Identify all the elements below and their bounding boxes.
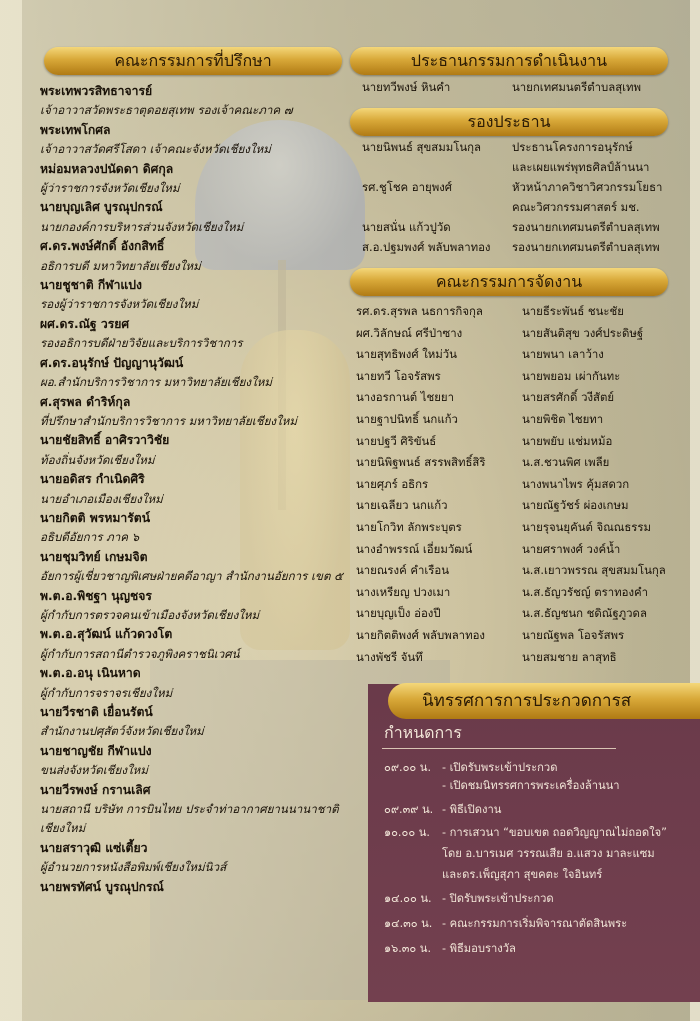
advisor-title: รองอธิการบดีฝ่ายวิจัยและบริการวิชาการ <box>40 336 243 351</box>
organizer-name: นางพนาไพร คุ้มสดวก <box>522 476 630 491</box>
advisor-title: เจ้าอาวาสวัดพระธาตุดอยสุเทพ รองเจ้าคณะภาค ๗ <box>40 103 293 118</box>
organizer-name: รศ.ดร.สุรพล นธการกิจกุล <box>356 304 483 318</box>
organizer-name: นายปฐวี ศิริขันธ์ <box>356 433 437 448</box>
organizer-name: นายสมชาย ลาสุทธิ <box>522 649 617 664</box>
organizer-name: นายทวี โอจรัสพร <box>356 368 441 383</box>
schedule-item <box>384 760 557 775</box>
advisor-name: ศ.ดร.พงษ์ศักดิ์ อังกสิทธิ์ <box>40 239 165 254</box>
organizer-name: นายเฉลียว นกแก้ว <box>356 498 448 513</box>
schedule-item <box>384 941 516 956</box>
schedule-time: ๐๙.๐๐ น. <box>384 761 431 774</box>
advisor-title: นายอำเภอเมืองเชียงใหม่ <box>40 491 163 506</box>
advisor-title: ท้องถิ่นจังหวัดเชียงใหม่ <box>40 452 155 467</box>
advisor-name: พ.ต.อ.พิชฐา นุญชจร <box>40 588 152 603</box>
vice-name: นายนิพนธ์ สุขสมมโนกุล <box>362 140 482 154</box>
advisor-name: นายพรทัศน์ บูรณุปกรณ์ <box>40 879 164 894</box>
advisor-title: นายกองค์การบริหารส่วนจังหวัดเชียงใหม่ <box>40 219 244 234</box>
advisor-title: เจ้าอาวาสวัดศรีโสดา เจ้าคณะจังหวัดเชียงใหม่ <box>40 142 271 157</box>
organizer-name: นายบุญเป็ง อ่องปี <box>356 606 441 621</box>
schedule-time: ๑๔.๓๐ น. <box>384 917 433 930</box>
advisor-name: พระเทพโกศล <box>40 122 111 137</box>
organizer-name: นายณัฐพล โอจรัสพร <box>522 627 625 642</box>
advisor-name: ผศ.ดร.ณัฐ วรยศ <box>40 316 130 331</box>
vice-role: รองนายกเทศมนตรีตำบลสุเทพ <box>512 220 660 234</box>
advisor-title: ผู้กำกับการสถานีตำรวจภูพิงคราชนิเวศน์ <box>40 646 240 661</box>
advisor-title: ขนส่งจังหวัดเชียงใหม่ <box>40 763 148 778</box>
organizer-name: นางเหรียญ ปวงเมา <box>356 584 451 599</box>
advisor-name: นายอดิสร กำเนิดศิริ <box>40 472 145 487</box>
advisor-title: ที่ปรึกษาสำนักบริการวิชาการ มหาวิทยาลัยเชียงใหม่ <box>40 413 297 428</box>
vice-role: คณะวิศวกรรมศาสตร์ มช. <box>512 200 640 214</box>
schedule-text: - พิธีมอบรางวัล <box>442 942 516 955</box>
advisor-title: ผู้กำกับการจราจรเชียงใหม่ <box>40 685 173 700</box>
schedule-text: และดร.เพ็ญสุภา สุขคตะ ใจอินทร์ <box>442 868 603 881</box>
organizer-name: นายศราพงศ์ วงค์น้ำ <box>522 541 621 556</box>
organizers-left-list <box>356 301 486 668</box>
advisor-title: อธิการบดี มหาวิทยาลัยเชียงใหม่ <box>40 258 201 273</box>
advisor-name: พ.ต.อ.สุวัฒน์ แก้วดวงโต <box>40 627 173 642</box>
vice-role: ประธานโครงการอนุรักษ์ <box>512 140 633 154</box>
advisors-list <box>40 82 360 897</box>
advisors-header: คณะกรรมการที่ปรึกษา <box>44 47 342 75</box>
vice-role: หัวหน้าภาควิชาวิศวกรรมโยธา <box>512 180 663 194</box>
organizer-name: นายณัฐวัชร์ ผ่องเกษม <box>522 498 629 513</box>
schedule-text: - เปิดชมนิทรรศการพระเครื่องล้านนา <box>442 779 620 792</box>
organizer-name: น.ส.ธัญชนก ชดิณัฐภูวดล <box>522 606 647 621</box>
schedule-text: - พิธีเปิดงาน <box>442 803 502 816</box>
advisor-name: ศ.ดร.อนุรักษ์ ปัญญานุวัฒน์ <box>40 355 184 370</box>
organizer-name: นายนิพิฐพนธ์ สรรพสิทธิ์สิริ <box>356 455 486 470</box>
schedule-time: ๑๖.๓๐ น. <box>384 942 431 955</box>
organizer-name: นายศุภร์ อธิกร <box>356 476 429 491</box>
schedule-item <box>384 825 667 840</box>
schedule-item <box>442 867 602 882</box>
organizer-name: นายณรงค์ คำเรือน <box>356 563 449 578</box>
organizer-name: นายสุทธิพงศ์ ใหม่วัน <box>356 347 457 362</box>
schedule-time: ๑๔.๐๐ น. <box>384 892 432 905</box>
organizer-name: ผศ.วิลักษณ์ ศรีป่าซาง <box>356 325 463 340</box>
schedule-text: - ปิดรับพระเข้าประกวด <box>442 892 554 905</box>
vice-role: รองนายกเทศมนตรีตำบลสุเทพ <box>512 240 660 254</box>
schedule-item <box>384 802 501 817</box>
organizer-name: นางพัชรี จันทึ <box>356 649 423 664</box>
organizer-name: นางอรกานต์ ไชยยา <box>356 390 455 405</box>
schedule-text: - คณะกรรมการเริ่มพิจารณาตัดสินพระ <box>442 917 628 930</box>
schedule-text: โดย อ.บารเมศ วรรณเสีย อ.แสวง มาละแซม <box>442 847 655 860</box>
schedule-text: - เปิดรับพระเข้าประกวด <box>442 761 558 774</box>
advisor-name: นายวีรพงษ์ กรานเลิศ <box>40 782 151 797</box>
schedule-time: ๐๙.๓๙ น. <box>384 803 434 816</box>
organizers-header: คณะกรรมการจัดงาน <box>350 268 668 296</box>
schedule-section <box>368 722 700 1002</box>
schedule-item <box>384 778 620 793</box>
vice-name: นายสนั่น แก้วปูวัด <box>362 220 451 234</box>
organizer-name: นางอำพรรณ์ เอี่ยมวัฒน์ <box>356 541 473 556</box>
schedule-text: - การเสวนา “ขอบเขต ถอดวิญญาณไม่ถอดใจ” <box>442 826 667 839</box>
advisor-name: นายชุมวิทย์ เกษมจิต <box>40 549 148 564</box>
advisor-name: ศ.สุรพล ดำริห์กุล <box>40 394 131 409</box>
advisor-title: เชียงใหม่ <box>40 821 86 836</box>
vice-role: และเผยแพร่พุทธศิลป์ล้านนา <box>512 160 650 174</box>
advisor-name: นายชัยสิทธิ์ อาศิรวาวิชัย <box>40 433 170 448</box>
organizer-name: นายรุจนยุคันต์ จิณณธรรม <box>522 519 652 534</box>
chair-role: นายกเทศมนตรีตำบลสุเทพ <box>512 80 642 94</box>
advisor-title: สำนักงานปศุสัตว์จังหวัดเชียงใหม่ <box>40 724 204 739</box>
advisor-name: พระเทพวรสิทธาจารย์ <box>40 84 153 98</box>
advisor-title: รองผู้ว่าราชการจังหวัดเชียงใหม่ <box>40 297 199 312</box>
advisor-title: นายสถานี บริษัท การบินไทย ประจำท่าอากาศยานนานาชาติ <box>40 802 339 817</box>
advisor-name: นายบุญเลิศ บูรณุปกรณ์ <box>40 200 163 215</box>
schedule-time: ๑๐.๐๐ น. <box>384 826 430 839</box>
schedule-item <box>384 891 554 906</box>
advisor-name: หม่อมหลวงปนัดดา ดิศกุล <box>40 161 174 176</box>
organizer-name: น.ส.ธัญวรัชญ์ ตราทองคำ <box>522 584 649 599</box>
exhibition-header: นิทรรศการการประกวดการส <box>388 683 700 719</box>
organizers-right-list <box>522 301 666 668</box>
organizer-name: น.ส.ชวนพิศ เพลีย <box>522 455 610 470</box>
schedule-item <box>384 916 627 931</box>
advisor-title: อัยการผู้เชี่ยวชาญพิเศษฝ่ายคดีอาญา สำนักงานอัยการ เขต ๕ <box>40 569 343 584</box>
schedule-divider <box>382 748 616 749</box>
advisor-name: นายกิตติ พรหมารัตน์ <box>40 510 151 525</box>
organizer-name: นายพิชิต ไชยทา <box>522 411 604 426</box>
chair-header: ประธานกรรมการดำเนินงาน <box>350 47 668 75</box>
organizer-name: นายสันติสุข วงศ์ประดิษฐ์ <box>522 325 644 340</box>
advisor-name: นายสราวุฒิ แซ่เตี้ยว <box>40 840 148 855</box>
chair-name: นายทวีพงษ์ หินคำ <box>362 80 451 94</box>
advisor-title: ผู้ว่าราชการจังหวัดเชียงใหม่ <box>40 181 180 196</box>
advisor-title: อธิบดีอัยการ ภาค ๖ <box>40 530 140 545</box>
organizer-name: นายสรศักดิ์ วงีสัตย์ <box>522 390 615 405</box>
advisor-name: พ.ต.อ.อนุ เนินหาด <box>40 666 141 681</box>
organizer-name: นายธีระพันธ์ ชนะชัย <box>522 304 624 318</box>
advisor-title: ผอ.สำนักบริการวิชาการ มหาวิทยาลัยเชียงใหม่ <box>40 375 273 390</box>
schedule-title: กำหนดการ <box>384 723 462 742</box>
advisor-name: นายชาญชัย กีฬาแปง <box>40 743 152 758</box>
advisor-title: ผู้กำกับการตรวจคนเข้าเมืองจังหวัดเชียงใหม่ <box>40 607 260 622</box>
organizer-name: น.ส.เยาวพรรณ สุขสมมโนกุล <box>522 563 666 578</box>
schedule-item <box>442 846 655 861</box>
vice-name: ส.อ.ปฐมพงศ์ พลับพลาทอง <box>362 240 491 254</box>
advisor-name: นายวีรชาติ เยื่อนรัตน์ <box>40 705 153 719</box>
organizer-name: นายกิตติพงศ์ พลับพลาทอง <box>356 627 485 642</box>
organizer-name: นายพนา เลาว้าง <box>522 347 604 362</box>
advisor-title: ผู้อำนวยการหนังสือพิมพ์เชียงใหม่นิวส์ <box>40 860 227 875</box>
advisor-name: นายชูชาติ กีฬาแปง <box>40 278 142 293</box>
organizer-name: นายพยับ แช่มหม้อ <box>522 433 613 448</box>
organizer-name: นายพยอม เผ่ากันทะ <box>522 368 621 383</box>
vice-name: รศ.ชูโชค อายุพงศ์ <box>362 180 453 194</box>
organizer-name: นายฐาปนิทธิ์ นกแก้ว <box>356 411 458 426</box>
vice-header: รองประธาน <box>350 108 668 136</box>
organizer-name: นายโกวิท ลักพระบุตร <box>356 519 462 534</box>
